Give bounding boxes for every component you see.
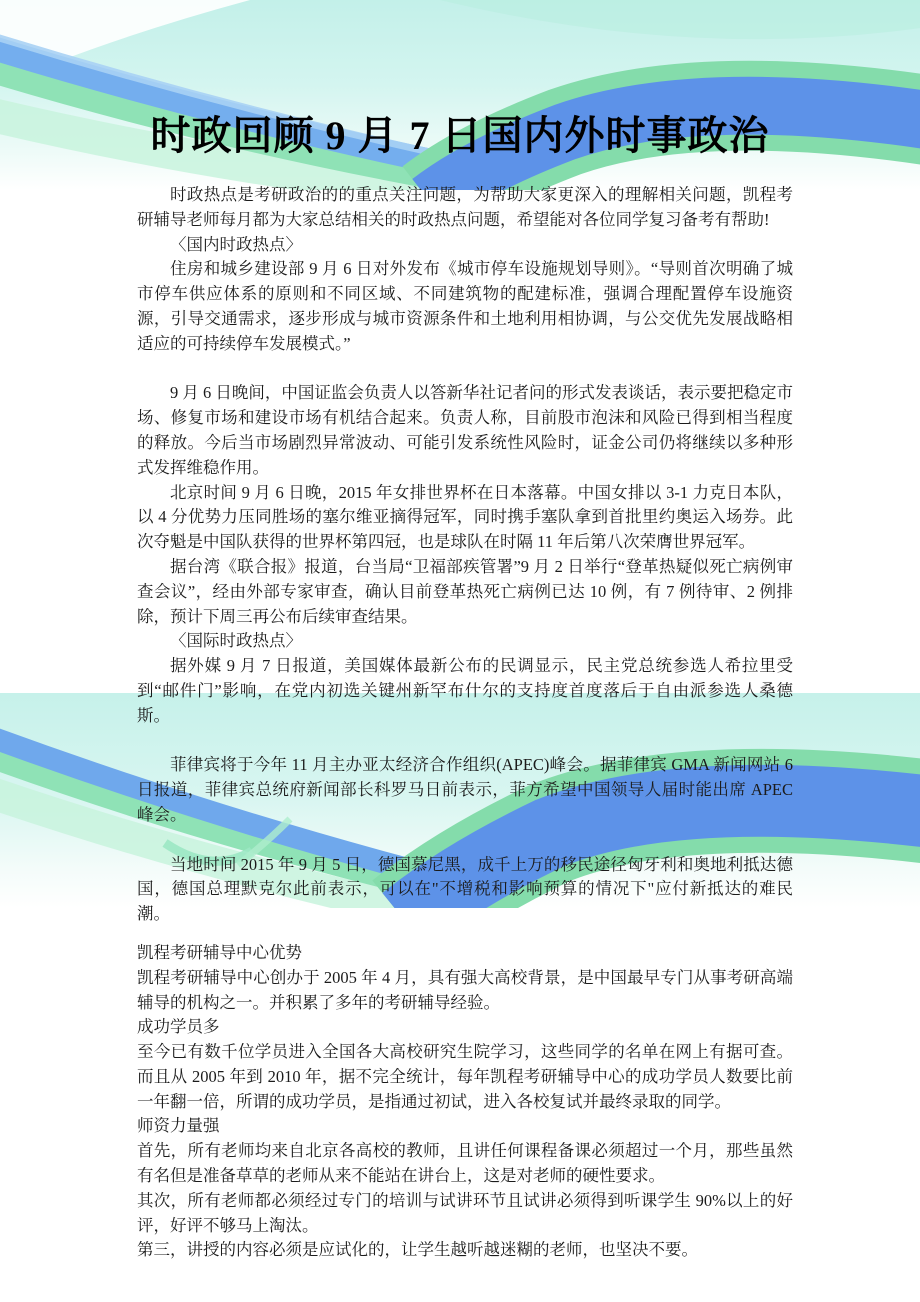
header-wave-graphic (0, 0, 920, 190)
paragraph: 〈国内时政热点〉 (170, 234, 302, 254)
paragraph: 9 月 6 日晚间，中国证监会负责人以答新华社记者问的形式发表谈话，表示要把稳定市场、修复市场和建设市场有机结合起来。负责人称，目前股市泡沫和风险已得到相当程度的释放。今后当市场剧烈异常波动、可能引发系统性风险时，证金公司仍将继续以多种形式发挥维稳作用。 (137, 383, 793, 477)
paragraph: 凯程考研辅导中心创办于 2005 年 4 月，具有强大高校背景，是中国最早专门从事考研高端辅导的机构之一。并积累了多年的考研辅导经验。 (137, 967, 793, 1012)
document-title: 时政回顾 9 月 7 日国内外时事政治 (150, 113, 770, 158)
paragraph: 菲律宾将于今年 11 月主办亚太经济合作组织(APEC)峰会。据菲律宾 GMA 新闻网站 6 日报道，菲律宾总统府新闻部长科罗马日前表示，菲方希望中国领导人届时能出席 APEC 峰会。 (137, 755, 793, 824)
paragraph: 成功学员多 (137, 1017, 220, 1037)
paragraph: 第三，讲授的内容必须是应试化的，让学生越听越迷糊的老师，也坚决不要。 (137, 1240, 698, 1260)
paragraph: 首先，所有老师均来自北京各高校的教师，且讲任何课程备课必须超过一个月，那些虽然有名但是准备草草的老师从来不能站在讲台上，这是对老师的硬性要求。 (137, 1141, 793, 1186)
paragraph: 至今已有数千位学员进入全国各大高校研究生院学习，这些同学的名单在网上有据可查。而且从 2005 年到 2010 年，据不完全统计，每年凯程考研辅导中心的成功学员人数要比前一年翻一倍，所谓的成功学员，是指通过初试，进入各校复试并最终录取的同学。 (137, 1042, 793, 1111)
paragraph: 师资力量强 (137, 1116, 220, 1136)
paragraph: 〈国际时政热点〉 (170, 631, 302, 651)
header-wave-banner (0, 0, 920, 190)
paragraph: 据台湾《联合报》报道，台当局“卫福部疾管署”9 月 2 日举行“登革热疑似死亡病例审查会议”，经由外部专家审查，确认目前登革热死亡病例已达 10 例，有 7 例待审、2 例排除，预计下周三再公布后续审查结果。 (137, 556, 793, 626)
paragraph: 凯程考研辅导中心优势 (137, 942, 302, 962)
paragraph: 时政热点是考研政治的的重点关注问题，为帮助大家更深入的理解相关问题，凯程考研辅导老师每月都为大家总结相关的时政热点问题，希望能对各位同学复习备考有帮助! (137, 185, 793, 229)
paragraph: 住房和城乡建设部 9 月 6 日对外发布《城市停车设施规划导则》。“导则首次明确了城市停车供应体系的原则和不同区域、不同建筑物的配建标准，强调合理配置停车设施资源，引导交通需求，逐步形成与城市资源条件和土地利用相协调，与公交优先发展战略相适应的可持续停车发展模式。” (137, 259, 793, 353)
paragraph: 当地时间 2015 年 9 月 5 日，德国慕尼黑，成千上万的移民途径匈牙利和奥地利抵达德国，德国总理默克尔此前表示，可以在"不增税和影响预算的情况下"应付新抵达的难民潮。 (137, 854, 793, 924)
paragraph: 据外媒 9 月 7 日报道，美国媒体最新公布的民调显示，民主党总统参选人希拉里受到“邮件门”影响，在党内初选关键州新罕布什尔的支持度首度落后于自由派参选人桑德斯。 (137, 656, 793, 725)
paragraph: 其次，所有老师都必须经过专门的培训与试讲环节且试讲必须得到听课学生 90%以上的好评，好评不够马上淘汰。 (137, 1190, 793, 1235)
document-body (137, 183, 793, 1263)
paragraph: 北京时间 9 月 6 日晚，2015 年女排世界杯在日本落幕。中国女排以 3-1 力克日本队，以 4 分优势力压同胜场的塞尔维亚摘得冠军，同时携手塞队拿到首批里约奥运入场券。此次夺魁是中国队获得的世界杯第四冠，也是球队在时隔 11 年后第八次荣膺世界冠军。 (137, 482, 793, 552)
